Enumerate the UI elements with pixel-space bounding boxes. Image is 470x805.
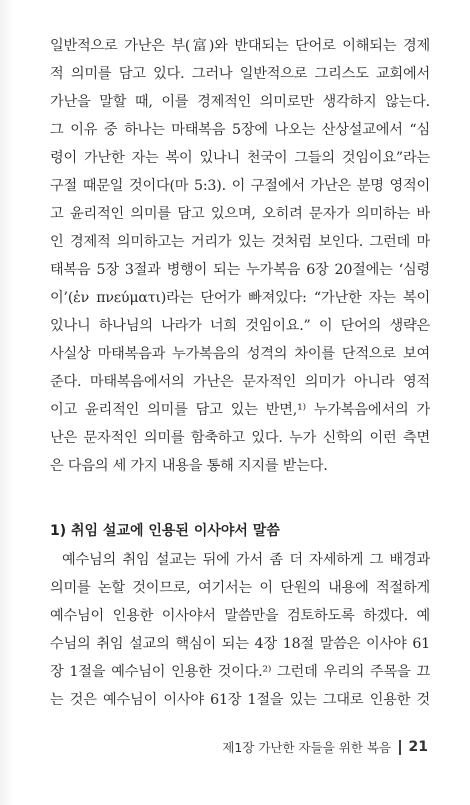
text-line: 은 다음의 세 가지 내용을 통해 지지를 받는다. <box>50 458 328 474</box>
text-line: 난은 문자적인 의미를 함축하고 있다. 누가 신학의 이런 측면 <box>50 430 430 446</box>
text-line: 수님의 취임 설교의 핵심이 되는 4장 18절 말씀은 이사야 61 <box>50 636 430 652</box>
text-line: 구절 때문일 것이다(마 5:3). 이 구절에서 가난은 분명 영적이 <box>50 178 430 194</box>
text-line: 고 윤리적인 의미를 담고 있으며, 오히려 문자가 의미하는 바 <box>50 206 430 222</box>
text-line: 가난을 말할 때, 이를 경제적인 의미로만 생각하지 않는다. <box>50 94 430 110</box>
text-line: 그 이유 중 하나는 마태복음 5장에 나오는 산상설교에서 “심 <box>50 122 430 138</box>
text-line: 는 것은 예수님이 이사야 61장 1절을 있는 그대로 인용한 것 <box>50 692 430 708</box>
text-line: 일반적으로 가난은 부(富)와 반대되는 단어로 이해되는 경제 <box>50 38 430 54</box>
text-line: 장 1절을 예수님이 인용한 것이다.²⁾ 그런데 우리의 주목을 끄 <box>50 664 430 680</box>
text-line: 이’(ἐν πνεύματι)라는 단어가 빠져있다: “가난한 자는 복이 <box>50 290 430 306</box>
text-line: 예수님이 인용한 이사야서 말씀만을 검토하도록 하겠다. 예 <box>50 608 430 624</box>
running-footer-chapter: 제1장 가난한 자들을 위한 복음 <box>222 740 392 755</box>
text-line: 준다. 마태복음에서의 가난은 문자적인 의미가 아니라 영적 <box>50 374 430 390</box>
text-line: 태복음 5장 3절과 병행이 되는 누가복음 6장 20절에는 ‘심령 <box>50 262 430 278</box>
text-line: 예수님의 취임 설교는 뒤에 가서 좀 더 자세하게 그 배경과 <box>62 552 430 568</box>
text-line: 사실상 마태복음과 누가복음의 성격의 차이를 단적으로 보여 <box>50 346 430 362</box>
text-line: 이고 윤리적인 의미를 담고 있는 반면,¹⁾ 누가복음에서의 가 <box>50 402 430 418</box>
page-number: 21 <box>408 739 428 755</box>
text-line: 있나니 하나님의 나라가 너희 것임이요.” 이 단어의 생략은 <box>50 318 430 334</box>
text-line: 적 의미를 담고 있다. 그러나 일반적으로 그리스도 교회에서 <box>50 66 430 82</box>
text-line: 의미를 논할 것이므로, 여기서는 이 단원의 내용에 적절하게 <box>50 580 430 596</box>
text-line: 령이 가난한 자는 복이 있나니 천국이 그들의 것임이요”라는 <box>50 150 430 166</box>
footer-divider <box>399 740 401 755</box>
section-heading: 1) 취임 설교에 인용된 이사야서 말씀 <box>50 523 280 539</box>
page-footer <box>222 736 428 758</box>
text-line: 인 경제적 의미하고는 거리가 있는 것처럼 보인다. 그런데 마 <box>50 234 430 250</box>
scan-edge-shadow <box>0 0 14 805</box>
